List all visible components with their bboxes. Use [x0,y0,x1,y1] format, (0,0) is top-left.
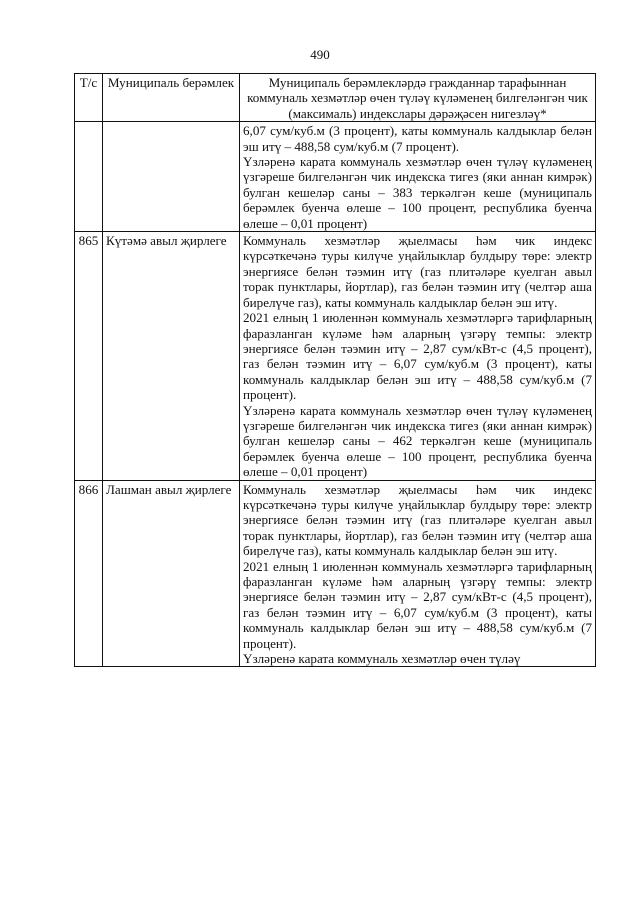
table-row [75,122,596,232]
justification-cell [240,480,596,667]
header-number: Т/с [75,74,103,122]
justification-cell [240,232,596,481]
municipality-name: Лашман авыл җирлеге [103,480,240,667]
municipality-name: Күтәмә авыл җирлеге [103,232,240,481]
header-municipality: Муниципаль берәмлек [103,74,240,122]
page-number: 490 [310,47,330,62]
paragraph: 2021 елның 1 июленнән коммуналь хезмәтләргә тарифларның фаразланган күләме һәм аларның үзгәрү темпы: электр энергиясе белән тәэмин итү – 2,87 сум/кВт-с (4,5 процент), газ белән тәэмин итү – 6,07 сум/куб.м (3 процент), каты коммуналь калдыклар белән эш итү – 488,58 сум/куб.м (7 процент). [243,310,592,403]
paragraph: Коммуналь хезмәтләр җыелмасы һәм чик индекс күрсәткечәнә туры килүче уңайлыклар булдыру төре: электр энергиясе белән тәэмин итү (газ плитәләре куелган авыл торак пунктлары, йортлар), газ белән тәэмин итү (челтәр аша бирелүче газ), каты коммуналь калдыклар белән эш итү. [243,481,592,559]
row-number: 865 [75,232,103,481]
table-row [75,480,596,667]
row-number: 866 [75,480,103,667]
header-justification: Муниципаль берәмлекләрдә гражданнар тарафыннан коммуналь хезмәтләр өчен түләү күләменең билгеләнгән чик (максималь) индекслары дәрәҗәсен нигезләү* [240,74,596,122]
municipality-name [103,122,240,232]
paragraph: Үзләренә карата коммуналь хезмәтләр өчен түләү күләменең үзгәреше билгеләнгән чик индекска тигез (яки аннан кимрәк) булган кешеләр саны – 383 теркәлгән кеше (муниципаль берәмлек буенча өлеше – 100 процент, республика буенча өлеше – 0,01 процент) [243,154,592,231]
paragraph: Үзләренә карата коммуналь хезмәтләр өчен түләү күләменең үзгәреше билгеләнгән чик индекска тигез (яки аннан кимрәк) булган кешеләр саны – 462 теркәлгән кеше (муниципаль берәмлек буенча өлеше – 100 процент, республика буенча өлеше – 0,01 процент) [243,402,592,480]
justification-cell [240,122,596,232]
paragraph: Үзләренә карата коммуналь хезмәтләр өчен түләү [243,651,521,667]
table-header-row [75,74,596,122]
paragraph: 6,07 сум/куб.м (3 процент), каты коммуналь калдыклар белән эш итү – 488,58 сум/куб.м (7 процент). [243,123,592,154]
table-row [75,232,596,481]
paragraph: Коммуналь хезмәтләр җыелмасы һәм чик индекс күрсәткечәнә туры килүче уңайлыклар булдыру төре: электр энергиясе белән тәэмин итү (газ плитәләре куелган авыл торак пунктлары, йортлар), газ белән тәэмин итү (челтәр аша бирелүче газ), каты коммуналь калдыклар белән эш итү. [243,233,592,310]
paragraph: 2021 елның 1 июленнән коммуналь хезмәтләргә тарифларның фаразланган күләме һәм аларның үзгәрү темпы: электр энергиясе белән тәэмин итү – 2,87 сум/кВт-с (4,5 процент), газ белән тәэмин итү – 6,07 сум/куб.м (3 процент), каты коммуналь калдыклар белән эш итү – 488,58 сум/куб.м (7 процент). [243,558,592,651]
row-number [75,122,103,232]
tariff-table [74,73,596,667]
